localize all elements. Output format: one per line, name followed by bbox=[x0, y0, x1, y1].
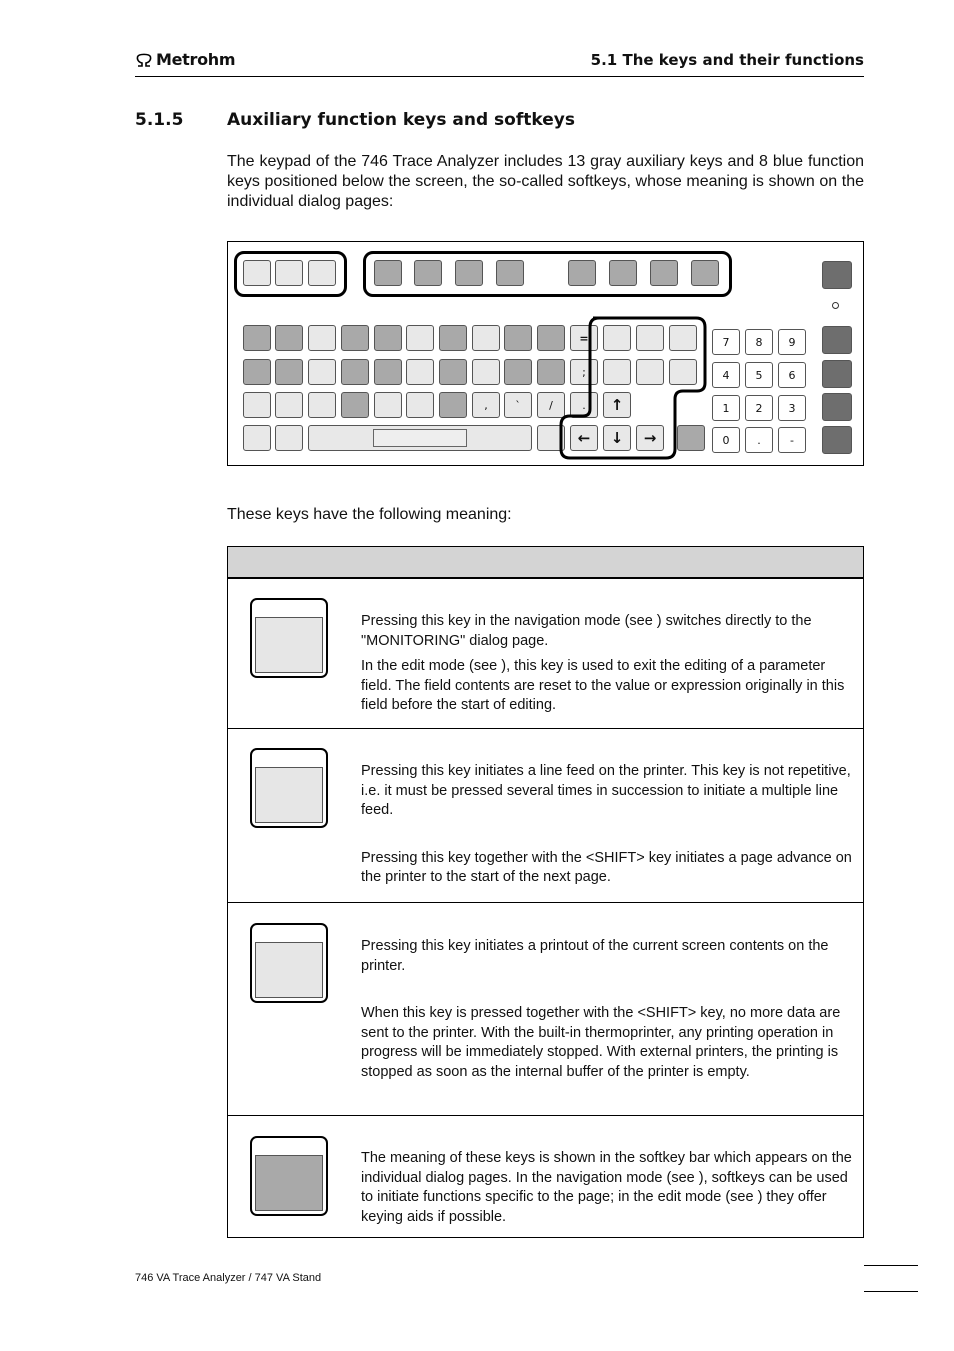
alpha-key bbox=[308, 392, 336, 418]
alpha-key bbox=[243, 425, 271, 451]
numpad-key-decimal: . bbox=[745, 427, 773, 453]
nav-key bbox=[636, 325, 664, 351]
nav-key bbox=[603, 359, 631, 385]
print-key-illustration bbox=[250, 923, 328, 1003]
nav-key bbox=[669, 359, 697, 385]
row-divider bbox=[228, 728, 863, 729]
arrow-right-key: → bbox=[636, 425, 664, 451]
monitor-key-illustration bbox=[250, 598, 328, 678]
numpad-key-2: 2 bbox=[745, 395, 773, 421]
alpha-key bbox=[341, 392, 369, 418]
footer-rule bbox=[864, 1291, 918, 1292]
function-key bbox=[822, 393, 852, 421]
alpha-key bbox=[374, 392, 402, 418]
nav-key bbox=[669, 325, 697, 351]
numpad-key-0: 0 bbox=[712, 427, 740, 453]
table-row-2-text bbox=[361, 762, 856, 888]
arrow-up-key: ↑ bbox=[603, 392, 631, 418]
softkey bbox=[691, 260, 719, 286]
softkey bbox=[568, 260, 596, 286]
alpha-key bbox=[275, 425, 303, 451]
row-1-paragraph-1: Pressing this key in the navigation mode (see ) switches directly to the "MONITORING" dialog page. bbox=[361, 613, 812, 649]
row-divider bbox=[228, 902, 863, 903]
alpha-key bbox=[275, 392, 303, 418]
footer-product: 746 VA Trace Analyzer / 747 VA Stand bbox=[135, 1272, 322, 1284]
alpha-key bbox=[275, 325, 303, 351]
row-3-paragraph-1: Pressing this key initiates a printout of the current screen contents on the printer. bbox=[361, 938, 829, 974]
alpha-key bbox=[406, 392, 434, 418]
keypad-figure bbox=[227, 241, 864, 466]
numpad-key-minus: - bbox=[778, 427, 806, 453]
softkey bbox=[496, 260, 524, 286]
softkey bbox=[374, 260, 402, 286]
numpad-key-3: 3 bbox=[778, 395, 806, 421]
softkey bbox=[455, 260, 483, 286]
nav-key bbox=[603, 325, 631, 351]
numpad-key-1: 1 bbox=[712, 395, 740, 421]
status-led bbox=[832, 302, 839, 309]
numpad-key-7: 7 bbox=[712, 329, 740, 355]
alpha-key bbox=[374, 325, 402, 351]
alpha-key bbox=[341, 325, 369, 351]
row-1-paragraph-2: In the edit mode (see ), this key is used to exit the editing of a parameter field. The field contents are reset to the value or expression originally in this field before the start of editing. bbox=[361, 658, 845, 713]
linefeed-key-illustration bbox=[250, 748, 328, 828]
alpha-key bbox=[308, 325, 336, 351]
alpha-key bbox=[341, 359, 369, 385]
table-header bbox=[228, 547, 863, 579]
alpha-key bbox=[472, 359, 500, 385]
section-number: 5.1.5 bbox=[135, 110, 184, 130]
arrow-down-key: ↓ bbox=[603, 425, 631, 451]
softkey bbox=[650, 260, 678, 286]
stop-key bbox=[822, 261, 852, 289]
alpha-key bbox=[243, 359, 271, 385]
meaning-label: These keys have the following meaning: bbox=[227, 506, 512, 523]
row-4-paragraph-1: The meaning of these keys is shown in the softkey bar which appears on the individual dialog pages. In the navigation mode (see ), softkeys can be used to initiate functions specific to the page; in the edit mode (see ) they offer keying aids if possible. bbox=[361, 1150, 852, 1225]
numpad-key-6: 6 bbox=[778, 362, 806, 388]
semicolon-key: ; bbox=[570, 359, 598, 385]
alpha-key bbox=[504, 325, 532, 351]
comma-key: , bbox=[472, 392, 500, 418]
row-divider bbox=[228, 1115, 863, 1116]
softkey bbox=[414, 260, 442, 286]
omega-icon bbox=[135, 52, 153, 68]
aux-key bbox=[243, 260, 271, 286]
arrow-left-key: ← bbox=[570, 425, 598, 451]
intro-paragraph: The keypad of the 746 Trace Analyzer includes 13 gray auxiliary keys and 8 blue function keys positioned below the screen, the so-called softkeys, whose meaning is shown on the individual dialog pages: bbox=[227, 153, 864, 210]
space-bar-label-area bbox=[373, 429, 467, 447]
alpha-key bbox=[308, 359, 336, 385]
space-bar bbox=[308, 425, 532, 451]
alpha-key bbox=[439, 392, 467, 418]
function-key bbox=[822, 426, 852, 454]
table-row-4-text bbox=[361, 1149, 856, 1227]
key-meaning-table bbox=[227, 546, 864, 1238]
numpad-key-9: 9 bbox=[778, 329, 806, 355]
alpha-key bbox=[243, 325, 271, 351]
alpha-key bbox=[243, 392, 271, 418]
header-rule bbox=[135, 76, 864, 77]
table-row-3-text bbox=[361, 937, 856, 1082]
alpha-key bbox=[406, 325, 434, 351]
alpha-key bbox=[504, 359, 532, 385]
function-key bbox=[822, 326, 852, 354]
running-header: 5.1 The keys and their functions bbox=[590, 51, 864, 69]
numpad-key-8: 8 bbox=[745, 329, 773, 355]
apostrophe-key: ` bbox=[504, 392, 532, 418]
softkey bbox=[609, 260, 637, 286]
logo-text: Metrohm bbox=[156, 50, 236, 69]
row-2-paragraph-1: Pressing this key initiates a line feed on the printer. This key is not repetitive, i.e. it must be pressed several times in succession to initiate a multiple line feed. bbox=[361, 763, 851, 818]
softkey-illustration bbox=[250, 1136, 328, 1216]
alpha-key bbox=[275, 359, 303, 385]
alpha-key bbox=[374, 359, 402, 385]
function-key bbox=[822, 360, 852, 388]
equals-key: = bbox=[570, 325, 598, 351]
period-key: . bbox=[570, 392, 598, 418]
slash-key: / bbox=[537, 392, 565, 418]
enter-key bbox=[677, 425, 705, 451]
row-2-paragraph-2: Pressing this key together with the <SHIFT> key initiates a page advance on the printer to the start of the next page. bbox=[361, 849, 852, 885]
alpha-key bbox=[439, 359, 467, 385]
numpad-key-4: 4 bbox=[712, 362, 740, 388]
alpha-key bbox=[439, 325, 467, 351]
footer-rule bbox=[864, 1265, 918, 1266]
section-title: Auxiliary function keys and softkeys bbox=[227, 110, 575, 130]
numpad-key-5: 5 bbox=[745, 362, 773, 388]
row-3-paragraph-2: When this key is pressed together with the <SHIFT> key, no more data are sent to the printer. With the built-in thermoprinter, any printing operation in progress will be immediately stopped. With external printers, the printing is stopped as soon as the internal buffer of the printer is empty. bbox=[361, 1005, 841, 1080]
alpha-key bbox=[472, 325, 500, 351]
table-row-1-text bbox=[361, 612, 856, 716]
aux-key bbox=[275, 260, 303, 286]
nav-key bbox=[636, 359, 664, 385]
metrohm-logo bbox=[135, 50, 235, 69]
alpha-key bbox=[406, 359, 434, 385]
aux-key bbox=[308, 260, 336, 286]
